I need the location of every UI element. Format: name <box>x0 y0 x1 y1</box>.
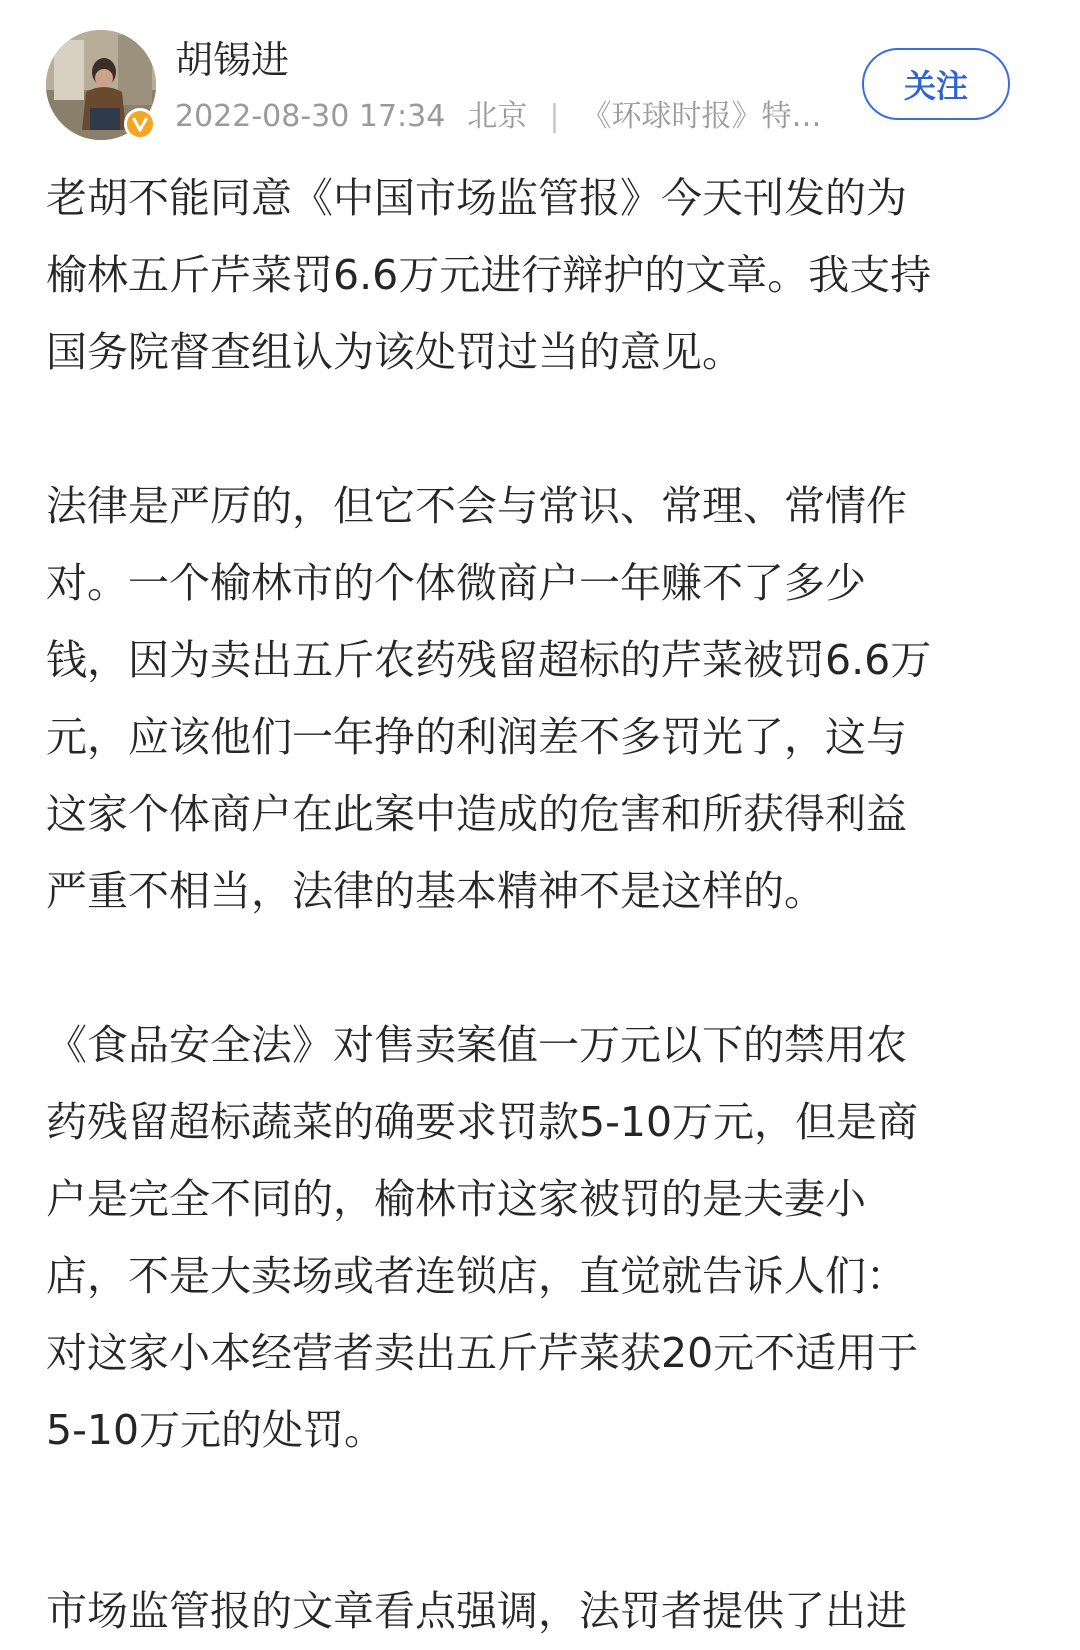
body-line: 法律是严厉的，但它不会与常识、常理、常情作 <box>46 482 907 530</box>
paragraph-2 <box>46 468 1018 930</box>
verified-badge-icon <box>124 108 156 140</box>
author-name[interactable]: 胡锡进 <box>175 38 290 82</box>
post-header <box>0 0 1080 150</box>
paragraph-3 <box>46 1007 1018 1469</box>
body-line: 户是完全不同的，榆林市这家被罚的是夫妻小 <box>46 1175 866 1223</box>
body-line: 老胡不能同意《中国市场监管报》今天刊发的为 <box>46 174 907 222</box>
body-line-cut: 市场监管报的文章看点强调，法罚者提供了出进 <box>46 1587 907 1635</box>
body-line: 这家个体商户在此案中造成的危害和所获得利益 <box>46 790 907 838</box>
post-meta <box>175 96 822 138</box>
post-timestamp: 2022-08-30 17:34 <box>175 99 446 134</box>
paragraph-4-clipped <box>0 1555 1080 1635</box>
post-body <box>46 160 1018 1546</box>
body-line: 《食品安全法》对售卖案值一万元以下的禁用农 <box>46 1021 907 1069</box>
follow-button[interactable]: 关注 <box>862 48 1010 120</box>
body-line: 榆林五斤芹菜罚6.6万元进行辩护的文章。我支持 <box>46 251 932 299</box>
post-source[interactable]: 《环球时报》特… <box>581 99 822 134</box>
body-line: 店，不是大卖场或者连锁店，直觉就告诉人们： <box>46 1252 907 1300</box>
body-line: 钱，因为卖出五斤农药残留超标的芹菜被罚6.6万 <box>46 636 932 684</box>
body-line: 5-10万元的处罚。 <box>46 1406 386 1454</box>
body-line: 国务院督查组认为该处罚过当的意见。 <box>46 328 743 376</box>
paragraph-1 <box>46 160 1018 391</box>
meta-divider: | <box>549 99 560 134</box>
body-line: 对。一个榆林市的个体微商户一年赚不了多少 <box>46 559 866 607</box>
body-line: 严重不相当，法律的基本精神不是这样的。 <box>46 867 825 915</box>
post-location: 北京 <box>467 99 528 134</box>
body-line: 药残留超标蔬菜的确要求罚款5-10万元，但是商 <box>46 1098 919 1146</box>
body-line: 元，应该他们一年挣的利润差不多罚光了，这与 <box>46 713 907 761</box>
body-line: 对这家小本经营者卖出五斤芹菜获20元不适用于 <box>46 1329 919 1377</box>
